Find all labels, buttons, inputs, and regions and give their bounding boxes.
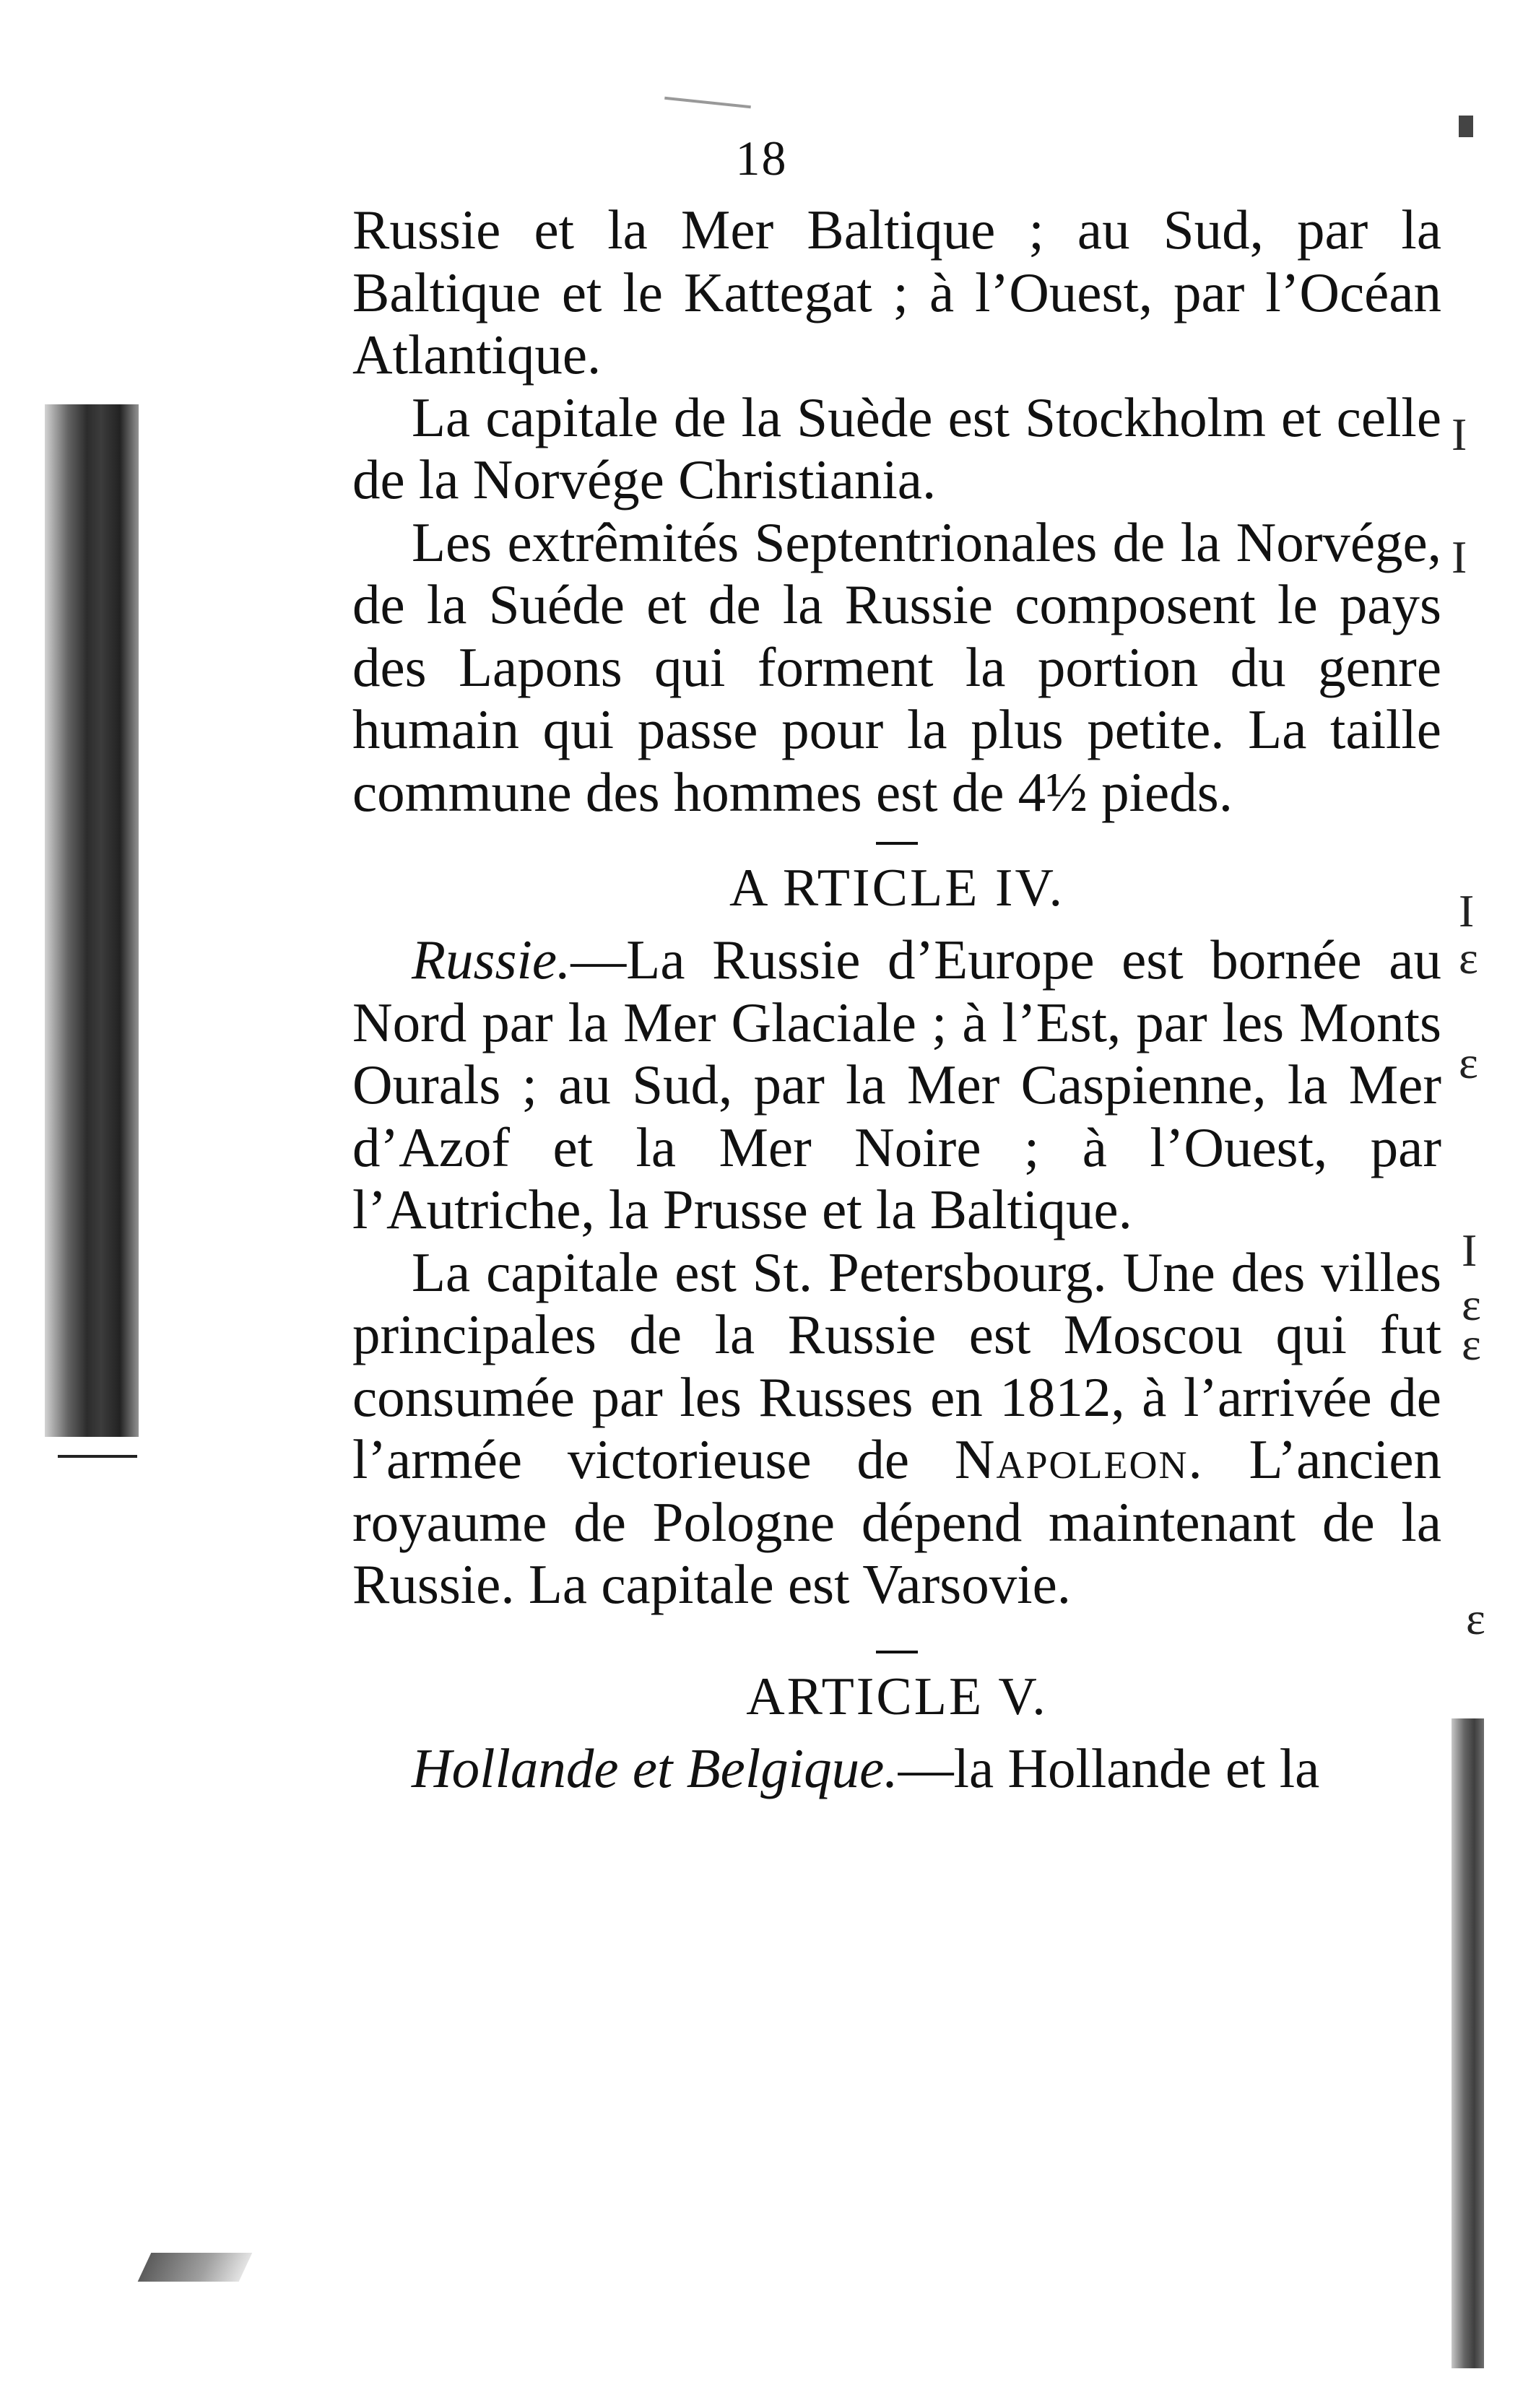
body-text <box>352 199 1441 1799</box>
article-iv-heading: A RTICLE IV. <box>729 859 1064 918</box>
paragraph-continued: Russie et la Mer Baltique ; au Sud, par la Baltique et le Kattegat ; à l’Ouest, par l’Océan Atlantique. <box>352 199 1441 386</box>
russie-lead: Russie. <box>412 929 571 991</box>
paragraph-petersbourg <box>352 1241 1441 1616</box>
margin-glyph: I <box>1452 531 1467 583</box>
page-number: 18 <box>735 131 788 186</box>
petersbourg-text: La capitale est St. Petersbourg. Une des villes principales de la Russie est Moscou qui fut consumée par les Russes en 1812, à l’arrivée de l’armée victorieuse de <box>352 1240 1441 1490</box>
margin-glyph: ɛ <box>1466 1593 1485 1644</box>
pologne-text: L’ancien royaume de Pologne dépend maintenant de la Russie. La capitale est Varsovie. <box>352 1428 1442 1615</box>
bottom-left-smudge <box>138 2253 253 2282</box>
russie-text: —La Russie d’Europe est bornée au Nord par la Mer Glaciale ; à l’Est, par les Monts Ourals ; au Sud, par la Mer Caspienne, la Mer d’Azof et la Mer Noire ; à l’Ouest, par l’Autriche, la Prusse et la Baltique. <box>352 929 1441 1240</box>
margin-glyph: ɛ <box>1462 1279 1481 1330</box>
right-edge-shadow <box>1452 1718 1484 2368</box>
paragraph-lapons: Les extrêmités Septentrionales de la Norvége, de la Suéde et de la Russie composent le pays des Lapons qui forment la portion du genre humain qui passe pour la plus petite. La taille commune des hommes est de 4½ pieds. <box>352 510 1441 823</box>
margin-glyph: ɛ <box>1462 1318 1481 1370</box>
paragraph-hollande <box>352 1737 1441 1800</box>
napoleon-name: Napoleon. <box>954 1428 1204 1490</box>
margin-glyph: I <box>1452 409 1467 460</box>
margin-glyph: I <box>1459 885 1475 936</box>
article-v-heading: ARTICLE V. <box>746 1666 1048 1726</box>
hollande-text: —la Hollande et la <box>898 1737 1320 1799</box>
margin-glyph: ɛ <box>1459 1037 1478 1088</box>
left-binding-shadow <box>45 404 139 1437</box>
top-scan-mark <box>664 97 751 109</box>
section-rule <box>876 1651 918 1653</box>
margin-glyph: I <box>1462 1225 1478 1276</box>
section-rule <box>876 842 918 845</box>
paragraph-russie <box>352 929 1441 1241</box>
margin-glyph: ɛ <box>1459 932 1478 983</box>
hollande-lead: Hollande et Belgique. <box>412 1737 898 1799</box>
left-edge-rule <box>58 1455 137 1458</box>
paragraph-capitals: La capitale de la Suède est Stockholm et celle de la Norvége Christiania. <box>352 386 1441 510</box>
